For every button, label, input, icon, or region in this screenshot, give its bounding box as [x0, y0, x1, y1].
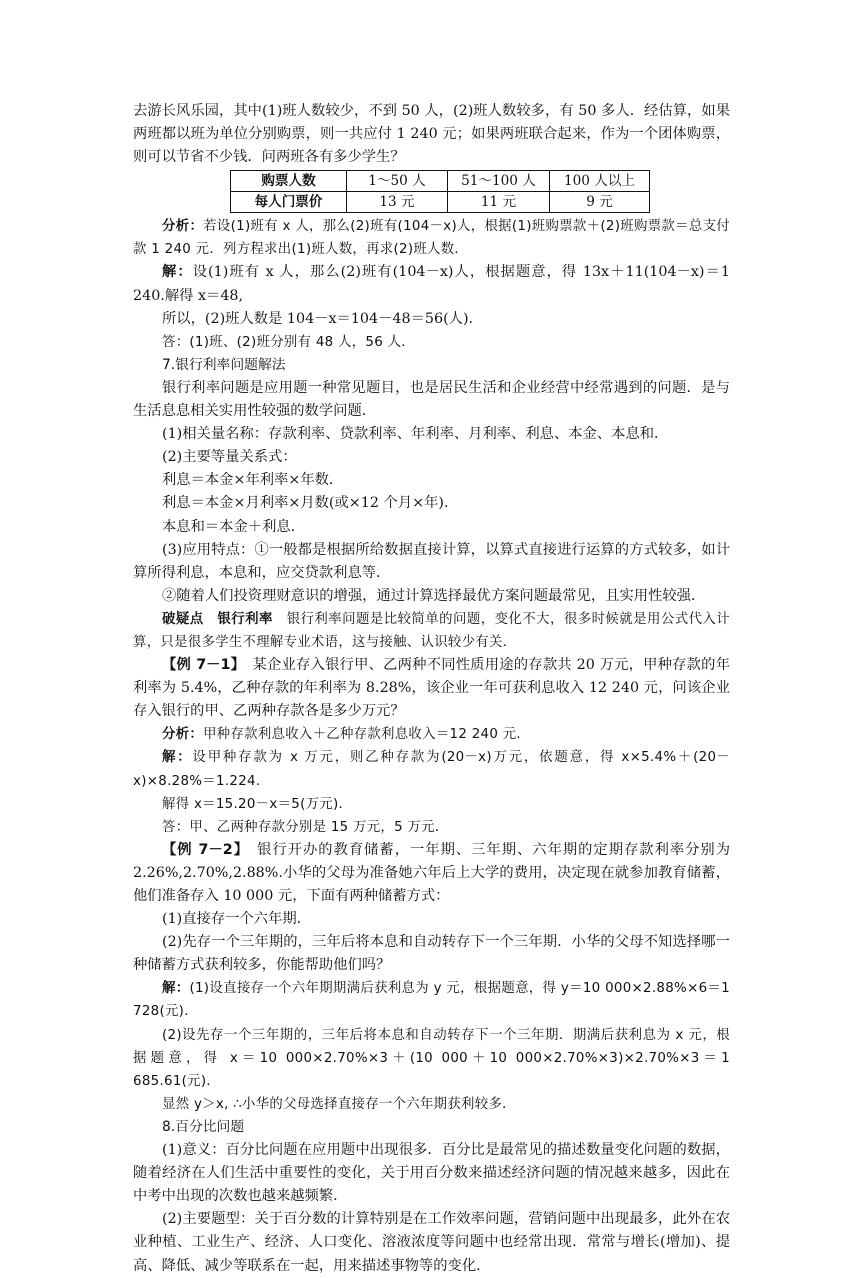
solution-label: 解：: [162, 750, 193, 766]
formula-line: 本息和＝本金＋利息．: [162, 518, 305, 535]
table-cell: 每人门票价: [231, 192, 347, 213]
solution-paragraph: [133, 977, 730, 1023]
analysis-text: 甲种存款利息收入＋乙种存款利息收入＝12 240 元．: [203, 727, 531, 743]
solution-line: 显然 y＞x, ∴小华的父母选择直接存一个六年期获利较多．: [162, 1096, 516, 1112]
analysis-paragraph: [133, 215, 730, 261]
body-paragraph: ②随着人们投资理财意识的增强，通过计算选择最优方案问题最常见，且实用性较强．: [162, 587, 706, 604]
solution-label: 解：: [162, 981, 190, 997]
table-cell: 购票人数: [231, 171, 347, 192]
table-cell: 9 元: [550, 192, 650, 213]
solution-paragraph: [133, 261, 730, 307]
body-paragraph: (1)意义：百分比问题在应用题中出现很多．百分比是最常见的描述数量变化问题的数据，随着经济在人们生活中重要性的变化，关于用百分数来描述经济问题的情况越来越多，因此在中考中出现的次数也越来越频繁．: [133, 1142, 730, 1205]
example-question: [133, 654, 730, 723]
answer-line: 答：(1)班、(2)班分别有 48 人，56 人．: [162, 334, 415, 350]
analysis-label: 分析：: [162, 727, 204, 743]
answer-line: 答：甲、乙两种存款分别是 15 万元，5 万元．: [162, 819, 449, 835]
tip-text: 银行利率问题是比较简单的问题，变化不大，很多时候就是用公式代入计算，只是很多学生不理解专业术语，这与接触、认识较少有关．: [133, 611, 730, 650]
table-cell: 100 人以上: [550, 171, 650, 192]
formula-line: 利息＝本金×年利率×年数．: [162, 472, 344, 489]
solution-line: 所以，(2)班人数是 104－x＝104－48＝56(人)．: [162, 310, 483, 327]
table-row: [231, 171, 650, 192]
solution-line: (2)设先存一个三年期的，三年后将本息和自动转存下一个三年期．期满后获利息为 x 元，根据题意，得 x＝10 000×2.70%×3＋(10 000＋10 000×2.70%×3)×2.70%×3＝1 685.61(元)．: [133, 1027, 730, 1089]
body-paragraph: (2)主要等量关系式：: [162, 449, 297, 466]
table-row: [231, 192, 650, 213]
body-paragraph: 银行利率问题是应用题一种常见题目，也是居民生活和企业经营中经常遇到的问题．是与生活息息相关实用性较强的数学问题．: [133, 379, 730, 420]
table-cell: 51～100 人: [448, 171, 550, 192]
ticket-price-table: [230, 170, 650, 213]
solution-text: 设(1)班有 x 人，那么(2)班有(104－x)人，根据题意，得 13x＋11(104－x)＝1 240.解得 x＝48,: [133, 264, 731, 304]
analysis-text: 若设(1)班有 x 人，那么(2)班有(104－x)人，根据(1)班购票款＋(2)班购票款＝总支付款 1 240 元．列方程求出(1)班人数，再求(2)班人数．: [133, 219, 730, 258]
document-page: [133, 100, 730, 1278]
section-heading: 7.银行利率问题解法: [162, 356, 286, 373]
analysis-label: 分析：: [162, 219, 204, 235]
solution-line: 解得 x＝15.20－x＝5(万元)．: [162, 796, 353, 812]
section-heading: 8.百分比问题: [162, 1118, 245, 1135]
table-cell: 13 元: [347, 192, 448, 213]
formula-line: 利息＝本金×月利率×月数(或×12 个月×年)．: [162, 495, 459, 512]
solution-paragraph: [133, 746, 730, 792]
solution-text: (1)设直接存一个六年期期满后获利息为 y 元，根据题意，得 y＝10 000×2.88%×6＝1 728(元)．: [133, 981, 731, 1020]
option-line: (2)先存一个三年期的，三年后将本息和自动转存下一个三年期．小华的父母不知选择哪一种储蓄方式获利较多，你能帮助他们吗？: [133, 934, 730, 974]
solution-label: 解：: [162, 264, 193, 281]
body-paragraph: (1)相关量名称：存款利率、贷款利率、年利率、月利率、利息、本金、本息和．: [162, 426, 669, 443]
example-label: 【例 7－2】: [162, 841, 242, 858]
problem-intro: 去游长风乐园，其中(1)班人数较少，不到 50 人，(2)班人数较多，有 50 多人．经估算，如果两班都以班为单位分别购票，则一共应付 1 240 元；如果两班联合起来，作为一个团体购票，则可以节省不少钱．问两班各有多少学生？: [133, 103, 730, 166]
example-text: 银行开办的教育储蓄，一年期、三年期、六年期的定期存款利率分别为 2.26%,2.70%,2.88%.小华的父母为准备她六年后上大学的费用，决定现在就参加教育储蓄，他们准备存入 10 000 元，下面有两种储蓄方式：: [133, 841, 731, 904]
tip-paragraph: [133, 608, 730, 654]
body-paragraph: (2)主要题型：关于百分数的计算特别是在工作效率问题，营销问题中出现最多，此外在农业种植、工业生产、经济、人口变化、溶液浓度等问题中也经常出现．常常与增长(增加)、提高、降低、减少等联系在一起，用来描述事物等的变化．: [133, 1211, 730, 1274]
table-cell: 11 元: [448, 192, 550, 213]
example-question: [133, 839, 730, 908]
tip-label: 破疑点 银行利率: [162, 611, 273, 627]
body-paragraph: (3)应用特点：①一般都是根据所给数据直接计算，以算式直接进行运算的方式较多，如计算所得利息，本息和，应交贷款利息等．: [133, 541, 730, 581]
example-text: 某企业存入银行甲、乙两种不同性质用途的存款共 20 万元，甲种存款的年利率为 5.4%，乙种存款的年利率为 8.28%，该企业一年可获利息收入 12 240 元，问该企业存入银行的甲、乙两种存款各是多少万元？: [133, 657, 730, 720]
solution-text: 设甲种存款为 x 万元，则乙种存款为(20－x)万元，依题意，得 x×5.4%＋(20－x)×8.28%＝1.224.: [133, 750, 730, 789]
table-cell: 1～50 人: [347, 171, 448, 192]
option-line: (1)直接存一个六年期．: [162, 911, 311, 928]
example-label: 【例 7－1】: [162, 657, 239, 674]
analysis-paragraph: [133, 723, 730, 746]
